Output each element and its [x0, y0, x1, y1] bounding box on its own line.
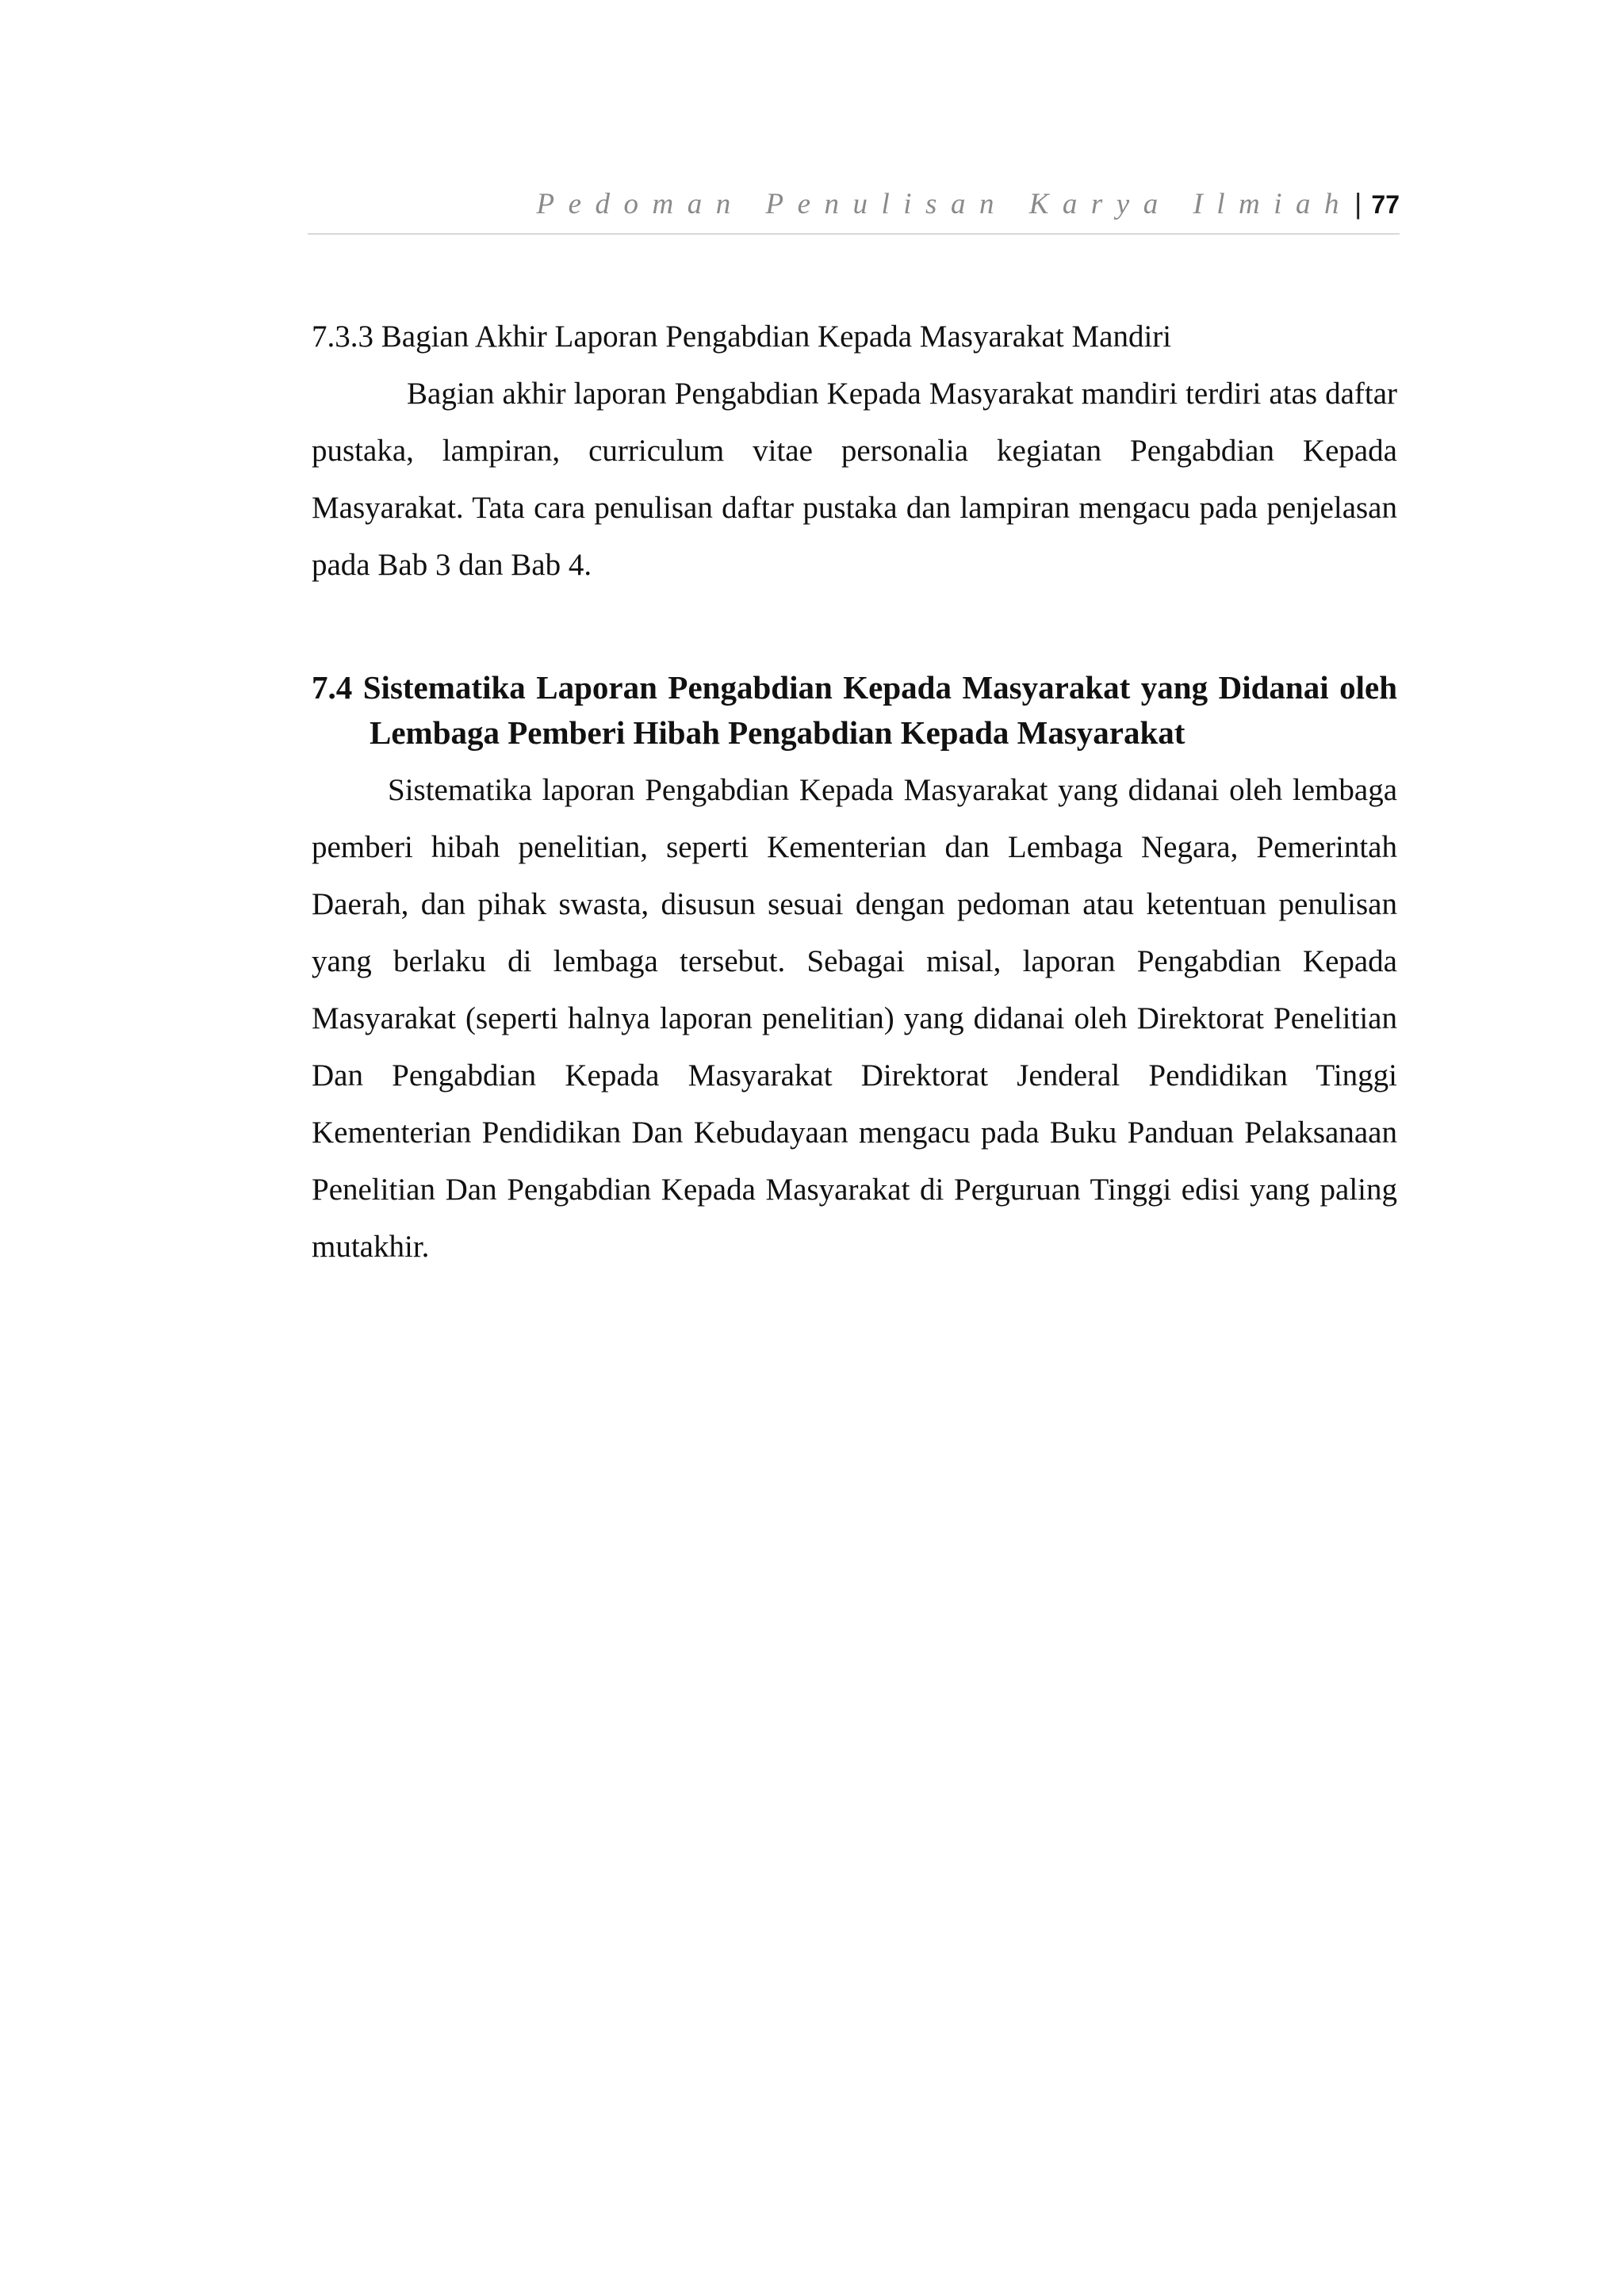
page-body	[312, 308, 1397, 1276]
header-separator: |	[1354, 187, 1362, 220]
page-number: 77	[1371, 190, 1400, 219]
header-rule	[308, 233, 1400, 235]
paragraph-7-4: Sistematika laporan Pengabdian Kepada Masyarakat yang didanai oleh lembaga pemberi hibah penelitian, seperti Kementerian dan Lembaga Negara, Pemerintah Daerah, dan pihak swasta, disusun sesuai dengan pedoman atau ketentuan penulisan yang berlaku di lembaga tersebut. Sebagai misal, laporan Pengabdian Kepada Masyarakat (seperti halnya laporan penelitian) yang didanai oleh Direktorat Penelitian Dan Pengabdian Kepada Masyarakat Direktorat Jenderal Pendidikan Tinggi Kementerian Pendidikan Dan Kebudayaan mengacu pada Buku Panduan Pelaksanaan Penelitian Dan Pengabdian Kepada Masyarakat di Perguruan Tinggi edisi yang paling mutakhir.	[312, 773, 1397, 1264]
paragraph-7-3-3: Bagian akhir laporan Pengabdian Kepada Masyarakat mandiri terdiri atas daftar pustaka, lampiran, curriculum vitae personalia kegiatan Pengabdian Kepada Masyarakat. Tata cara penulisan daftar pustaka dan lampiran mengacu pada penjelasan pada Bab 3 dan Bab 4.	[312, 377, 1397, 582]
running-header	[308, 187, 1400, 235]
subsection-heading-7-3-3: 7.3.3 Bagian Akhir Laporan Pengabdian Kepada Masyarakat Mandiri	[312, 320, 1172, 354]
section-heading-7-4: 7.4 Sistematika Laporan Pengabdian Kepada Masyarakat yang Didanai oleh Lembaga Pemberi Hibah Pengabdian Kepada Masyarakat	[312, 669, 1397, 751]
header-title: Pedoman Penulisan Karya Ilmiah	[536, 188, 1354, 220]
